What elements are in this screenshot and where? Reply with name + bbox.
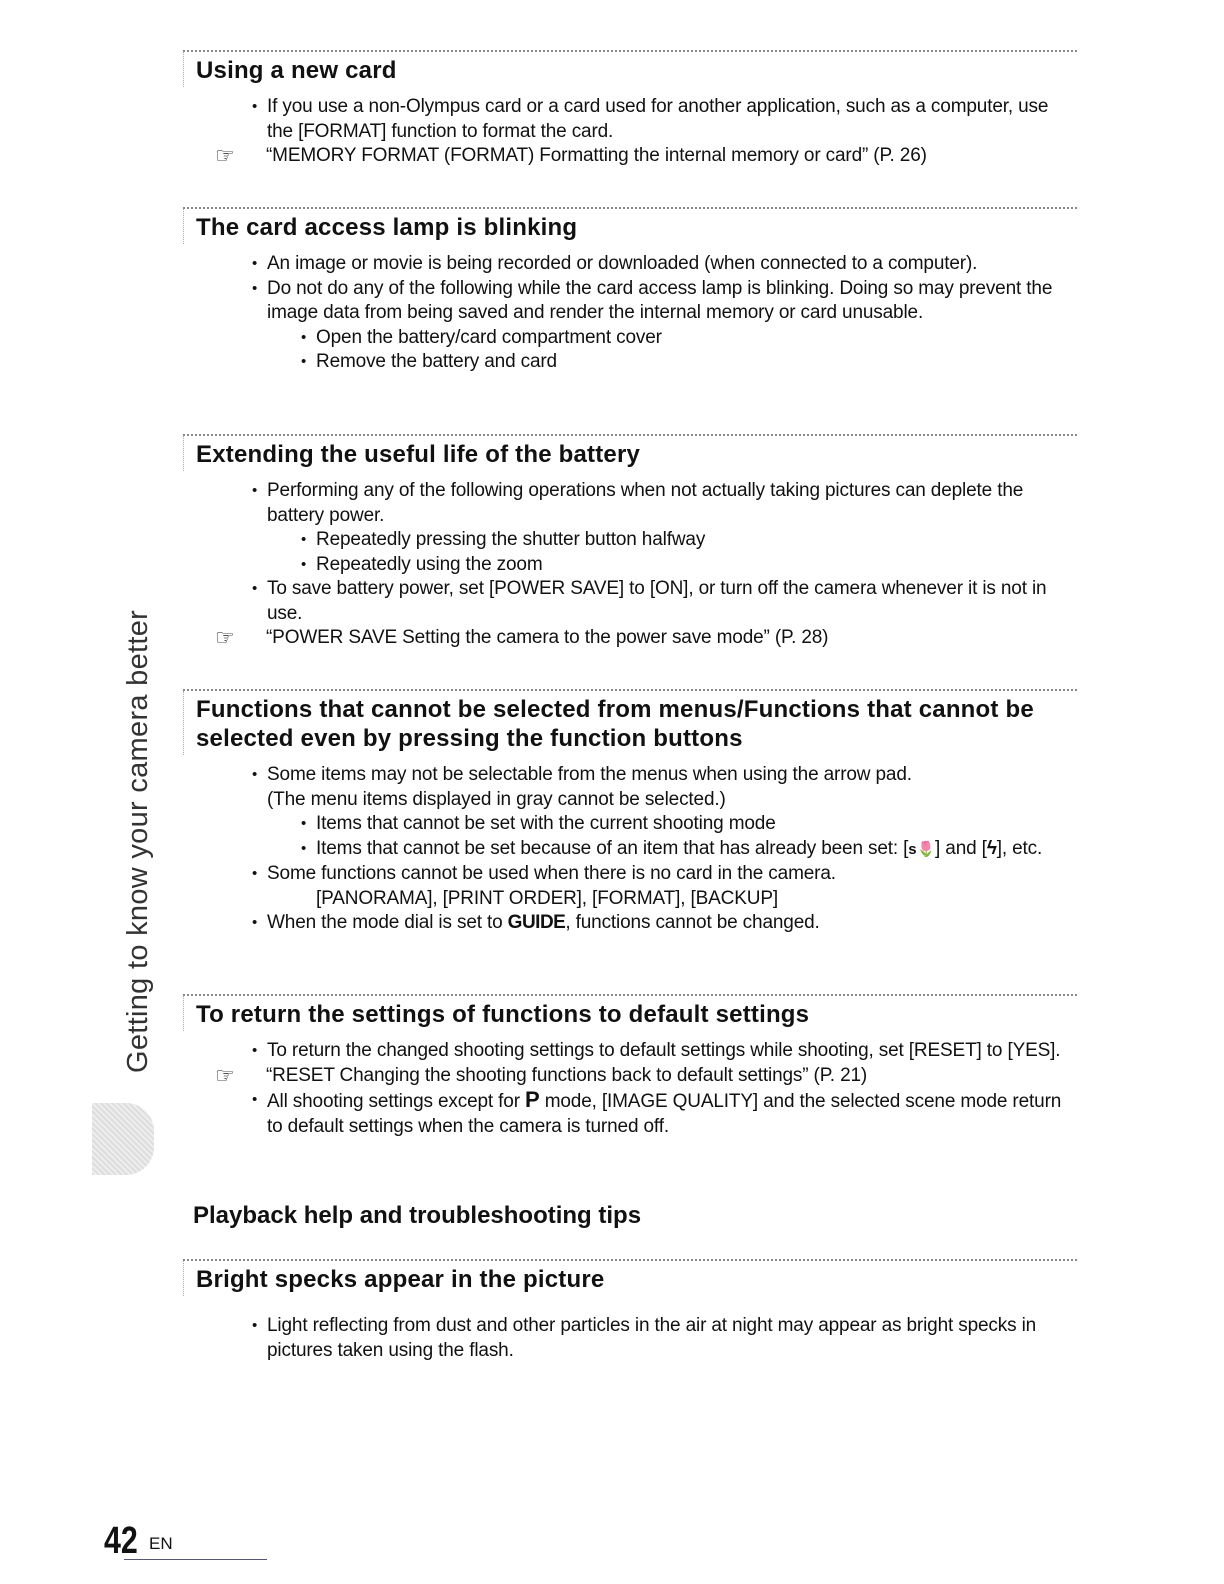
text: mode, [IMAGE QUALITY] and the selected scene mode return to default settings when the camera is turned off.	[267, 1091, 1062, 1137]
bullet: • Some functions cannot be used when there is no card in the camera.	[183, 862, 1077, 887]
text: , functions cannot be changed.	[565, 912, 820, 933]
bullet: • An image or movie is being recorded or downloaded (when connected to a computer).	[183, 252, 1077, 277]
pointing-hand-icon: ☞	[215, 1062, 235, 1088]
pointing-hand-icon: ☞	[215, 143, 235, 168]
playback-heading-block	[183, 1202, 1077, 1230]
bullet: • If you use a non-Olympus card or a card used for another application, such as a computer, use the [FORMAT] function to format the card.	[183, 95, 1077, 144]
p-mode-label: P	[525, 1087, 540, 1112]
sub-bullet	[183, 837, 1076, 863]
text: All shooting settings except for	[267, 1091, 526, 1112]
section-battery-life	[183, 434, 1077, 651]
reference	[183, 1064, 1077, 1089]
sub-bullet: • Open the battery/card compartment cover	[183, 326, 1077, 351]
section-title: To return the settings of functions to default settings	[183, 996, 1077, 1031]
bullet-text: Some items may not be selectable from the menus when using the arrow pad.	[267, 764, 912, 785]
text: Items that cannot be set because of an item that has already been set: [	[316, 837, 909, 859]
reference-text: “POWER SAVE Setting the camera to the power save mode” (P. 28)	[266, 627, 829, 648]
bullet: • To save battery power, set [POWER SAVE] to [ON], or turn off the camera whenever it is not in use.	[183, 577, 1077, 626]
section-bright-specks	[183, 1259, 1077, 1363]
section-title: Bright specks appear in the picture	[183, 1261, 1077, 1296]
flash-icon: ϟ	[986, 837, 997, 859]
bullet: • Performing any of the following operations when not actually taking pictures can deplete the battery power.	[183, 479, 1077, 528]
pointing-hand-icon: ☞	[215, 625, 235, 650]
bullet: • To return the changed shooting settings to default settings while shooting, set [RESET] to [YES].	[183, 1039, 1077, 1064]
section-title: Extending the useful life of the battery	[183, 436, 1077, 471]
reference-text: “RESET Changing the shooting functions back to default settings” (P. 21)	[266, 1064, 868, 1086]
bullet: • Do not do any of the following while the card access lamp is blinking. Doing so may prevent the image data from being saved and render the internal memory or card unusable.	[183, 277, 1077, 326]
section-tab-marker	[92, 1103, 154, 1175]
bullet	[183, 763, 1077, 812]
section-title: The card access lamp is blinking	[183, 209, 1077, 244]
page-number: 42	[104, 1520, 138, 1562]
text: When the mode dial is set to	[267, 912, 508, 933]
section-title: Using a new card	[183, 52, 1077, 87]
sub-bullet: • Repeatedly using the zoom	[183, 553, 1077, 578]
section-card-access-lamp	[183, 207, 1077, 375]
sub-bullet: • Remove the battery and card	[183, 350, 1077, 375]
guide-mode-label: GUIDE	[507, 912, 566, 933]
sub-bullet: • Repeatedly pressing the shutter button halfway	[183, 528, 1077, 553]
page-language: EN	[149, 1534, 173, 1553]
bullet-text: (The menu items displayed in gray cannot be selected.)	[267, 788, 726, 810]
bullet	[183, 1088, 1077, 1139]
chapter-side-label: Getting to know your camera better	[122, 609, 154, 1073]
text: ], etc.	[996, 837, 1043, 859]
footer-rule	[124, 1559, 267, 1560]
bullet: • Light reflecting from dust and other particles in the air at night may appear as bright specks in pictures taken using the flash.	[183, 1314, 1077, 1363]
supermacro-icon: s🌷	[908, 840, 936, 858]
reference-text: “MEMORY FORMAT (FORMAT) Formatting the internal memory or card” (P. 26)	[266, 145, 927, 166]
sub-bullet: • Items that cannot be set with the current shooting mode	[183, 812, 1077, 837]
text: ] and [	[935, 837, 987, 859]
reference	[183, 144, 1077, 169]
section-reset-defaults	[183, 994, 1077, 1139]
playback-heading: Playback help and troubleshooting tips	[193, 1202, 642, 1229]
section-unselectable-functions	[183, 689, 1077, 936]
section-using-new-card	[183, 50, 1077, 169]
section-title: Functions that cannot be selected from menus/Functions that cannot be selected even by pressing the function buttons	[183, 691, 1077, 755]
bullet	[183, 911, 1077, 936]
reference	[183, 626, 1077, 651]
bullet-continuation: [PANORAMA], [PRINT ORDER], [FORMAT], [BACKUP]	[316, 887, 778, 909]
